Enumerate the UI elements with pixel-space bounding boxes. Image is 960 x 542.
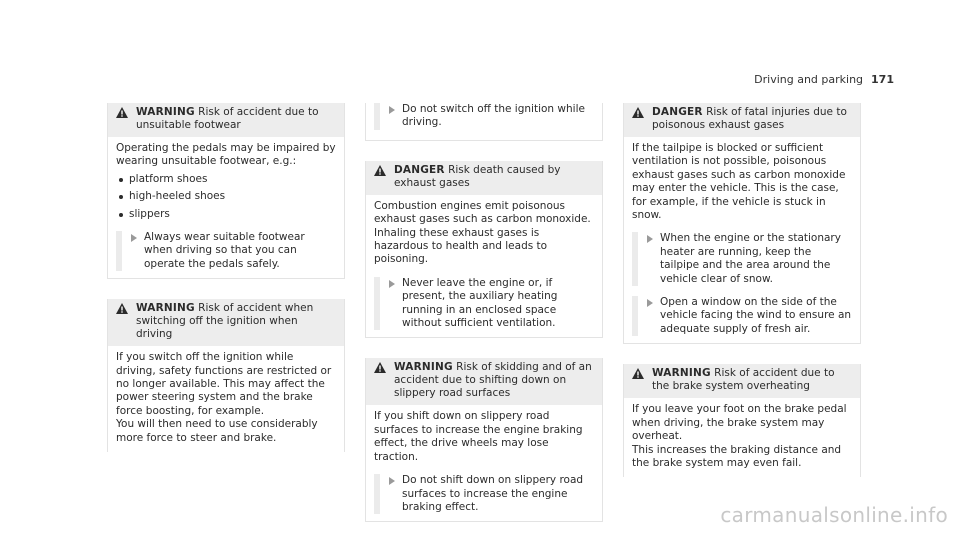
instruction-step <box>632 232 852 286</box>
warning-triangle-icon <box>632 368 644 379</box>
warning-triangle-icon <box>374 362 386 373</box>
instruction-step <box>632 296 852 336</box>
arrow-right-icon <box>389 477 395 485</box>
arrow-right-icon <box>389 280 395 288</box>
warning-header <box>108 103 344 137</box>
warning-title: Risk of accident due to the brake system overheating <box>652 367 835 393</box>
bullet-list <box>116 173 336 221</box>
warning-box-ignition <box>107 299 345 452</box>
warning-triangle-icon <box>632 107 644 118</box>
warning-box-footwear <box>107 103 345 279</box>
danger-header <box>624 103 860 137</box>
warning-body <box>108 346 344 452</box>
body-text: If you shift down on slippery road surfaces to increase the engine braking effect, the drive wheels may lose traction. <box>374 410 583 463</box>
danger-header <box>366 161 602 195</box>
danger-label: DANGER <box>652 106 703 118</box>
warning-title: Risk of accident when switching off the ignition when driving <box>136 302 314 341</box>
warning-triangle-icon <box>116 303 128 314</box>
arrow-right-icon <box>647 235 653 243</box>
warning-header <box>108 299 344 346</box>
column-3 <box>623 103 861 497</box>
warning-box-skidding <box>365 358 603 522</box>
arrow-right-icon <box>389 106 395 114</box>
danger-box-exhaust <box>365 161 603 339</box>
instruction-text: Always wear suitable footwear when driving so that you can operate the pedals safely. <box>144 231 305 270</box>
instruction-text: When the engine or the stationary heater are running, keep the tailpipe and the area around the vehicle clear of snow. <box>660 232 841 285</box>
list-item: high-heeled shoes <box>116 190 336 203</box>
instruction-text: Do not switch off the ignition while driving. <box>402 103 585 129</box>
instruction-text: Open a window on the side of the vehicle facing the wind to ensure an adequate supply of fresh air. <box>660 296 852 335</box>
danger-box-tailpipe <box>623 103 861 344</box>
instruction-text: Do not shift down on slippery road surfaces to increase the engine braking effect. <box>402 474 584 513</box>
warning-title: Risk of skidding and of an accident due to shifting down on slippery road surfaces <box>394 361 592 400</box>
warning-body <box>366 405 602 521</box>
instruction-step <box>374 474 594 514</box>
body-text: You will then need to use considerably more force to steer and brake. <box>116 418 318 444</box>
column-1 <box>107 103 345 472</box>
list-item: platform shoes <box>116 173 336 186</box>
warning-label: WARNING <box>136 302 195 315</box>
warning-label: WARNING <box>394 361 453 374</box>
warning-box-brake-overheating <box>623 364 861 477</box>
instruction-step <box>374 277 594 331</box>
page-header <box>754 73 894 86</box>
warning-triangle-icon <box>374 165 386 176</box>
body-text: If you switch off the ignition while driving, safety functions are restricted or no longer available. This may affect the power steering system and the brake force boosting, for example. <box>116 351 332 417</box>
warning-triangle-icon <box>116 107 128 118</box>
body-text: If you leave your foot on the brake pedal when driving, the brake system may overheat. <box>632 403 847 443</box>
column-2 <box>365 103 603 542</box>
danger-body <box>366 195 602 338</box>
instruction-text: Never leave the engine or, if present, the auxiliary heating running in an enclosed space without sufficient ventilation. <box>402 276 558 330</box>
warning-body <box>108 137 344 278</box>
arrow-right-icon <box>131 234 137 242</box>
warning-body <box>624 398 860 477</box>
danger-label: DANGER <box>394 163 445 176</box>
body-text: Operating the pedals may be impaired by wearing unsuitable footwear, e.g.: <box>116 142 336 168</box>
warning-label: WARNING <box>652 367 711 380</box>
warning-header <box>624 364 860 398</box>
danger-title: Risk of fatal injuries due to poisonous exhaust gases <box>652 106 847 131</box>
page-number: 171 <box>871 73 894 86</box>
warning-label: WARNING <box>136 106 195 118</box>
warning-title: Risk of accident due to unsuitable footwear <box>136 106 319 131</box>
section-title: Driving and parking <box>754 73 864 86</box>
body-text: This increases the braking distance and the brake system may even fail. <box>632 443 842 469</box>
body-text: If the tailpipe is blocked or sufficient ventilation is not possible, poisonous exhaust gases such as carbon monoxide may enter the vehicle. This is the case, for example, if the vehicle is stuck in snow. <box>632 142 846 222</box>
warning-header <box>366 358 602 405</box>
continued-instruction <box>365 103 603 141</box>
instruction-step <box>374 103 594 130</box>
body-text: Combustion engines emit poisonous exhaust gases such as carbon monoxide. Inhaling these exhaust gases is hazardous to health and leads to poisoning. <box>374 199 591 266</box>
danger-body <box>624 137 860 343</box>
list-item: slippers <box>116 208 336 221</box>
watermark: carmanualsonline.info <box>720 503 948 527</box>
arrow-right-icon <box>647 299 653 307</box>
danger-title: Risk death caused by exhaust gases <box>394 163 561 189</box>
instruction-step <box>116 231 336 271</box>
